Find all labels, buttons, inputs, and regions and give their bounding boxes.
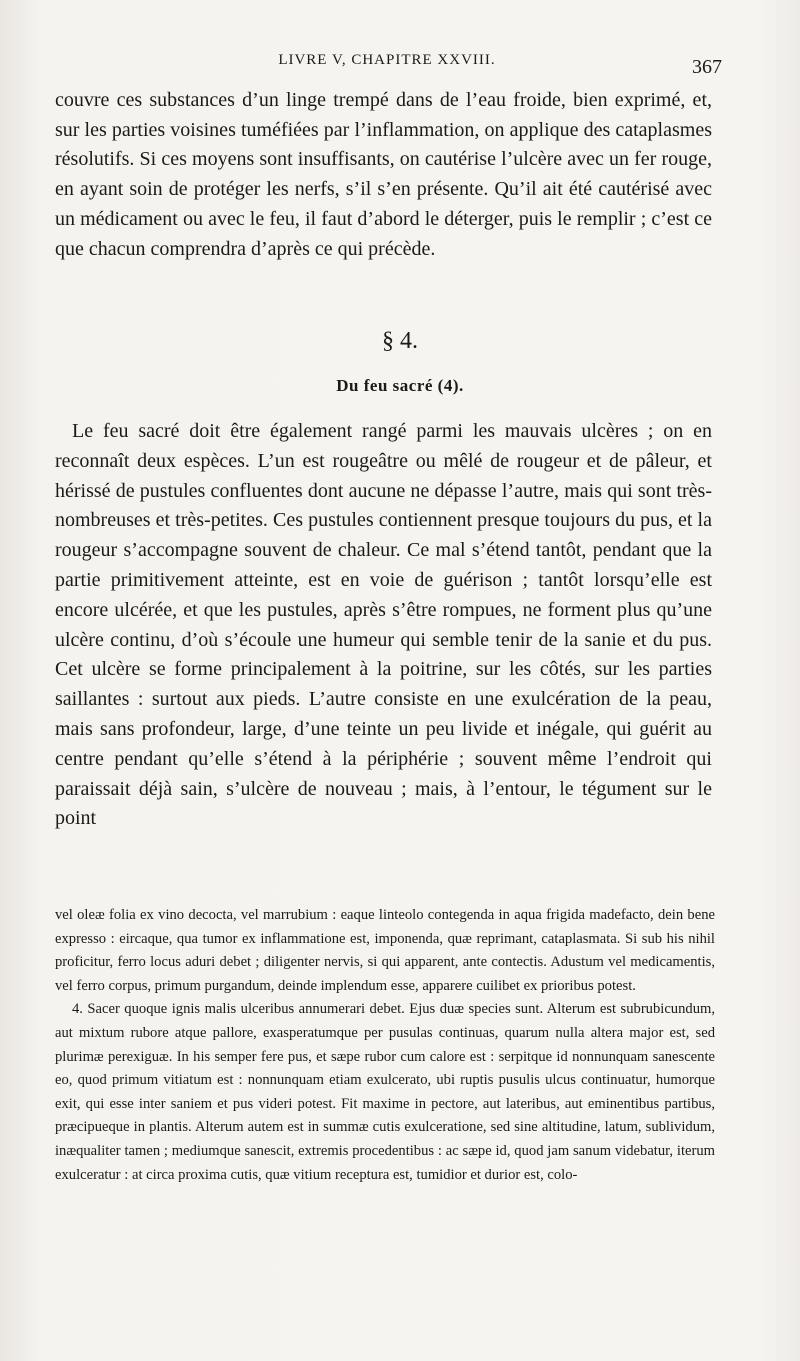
footnote-continued: vel oleæ folia ex vino decocta, vel marrubium : eaque linteolo contegenda in aqua frigida madefacto, dein bene expresso : eircaque, qua tumor ex inflammatione est, imponenda, quæ reprimant, cataplasmata. Si sub his nihil proficitur, ferro locus aduri debet ; diligenter nervis, si qui apparent, ante contectis. Adustum vel medicamentis, vel ferro corpus, primum purgandum, deinde implendum esse, apparere cuilibet ex prioribus potest. [55, 907, 715, 994]
section-title: Du feu sacré (4). [336, 376, 464, 395]
body-paragraph-1: couvre ces substances d’un linge trempé dans de l’eau froide, bien exprimé, et, sur les parties voisines tuméfiées par l’inflammation, on applique des cataplasmes résolutifs. Si ces moyens sont insuffisants, on cautérise l’ulcère avec un fer rouge, en ayant soin de protéger les nerfs, s’il s’en présente. Qu’il ait été cautérisé avec un médicament ou avec le feu, il faut d’abord le déterger, puis le remplir ; c’est ce que chacun comprendra d’après ce qui précède. [55, 89, 712, 260]
footnote-4: 4. Sacer quoque ignis malis ulceribus annumerari debet. Ejus duæ species sunt. Alterum est subrubicundum, aut mixtum rubore atque pallore, exasperatumque per pusulas continuas, quarum nulla altera major est, sed plurimæ perexiguæ. In his semper fere pus, et sæpe rubor cum calore est : serpitque id nonnunquam sanescente eo, quod primum vitiatum est : nonnunquam etiam exulcerato, ubi ruptis pusulis ulcus continuatur, humorque exit, qui esse inter saniem et pus videri potest. Fit maxime in pectore, aut lateribus, aut eminentibus partibus, præcipueque in plantis. Alterum autem est in summæ cutis exulceratione, sed sine altitudine, latum, sublividum, inæqualiter tamen ; mediumque sanescit, extremis procedentibus : ac sæpe id, quod jam sanum videbatur, iterum exulceratur : at circa proxima cutis, quæ vitium receptura est, tumidior et durior est, colo- [55, 1001, 715, 1183]
body-paragraph-2: Le feu sacré doit être également rangé parmi les mauvais ulcères ; on en reconnaît deux espèces. L’un est rougeâtre ou mêlé de rougeur et de pâleur, et hérissé de pustules confluentes dont aucune ne dépasse l’autre, mais qui sont très-nombreuses et très-petites. Ces pustules contiennent presque toujours du pus, et la rougeur s’accompagne souvent de chaleur. Ce mal s’étend tantôt, pendant que la partie primitivement atteinte, est en voie de guérison ; tantôt lorsqu’elle est encore ulcérée, et que les pustules, après s’être rompues, ne forment plus qu’une ulcère continu, d’où s’écoule une humeur qui semble tenir de la sanie et du pus. Cet ulcère se forme principalement à la poitrine, sur les côtés, sur les parties saillantes : surtout aux pieds. L’autre consiste en une exulcération de la peau, mais sans profondeur, large, d’une teinte un peu livide et inégale, qui guérit au centre pendant qu’elle s’étend à la périphérie ; souvent même l’endroit qui paraissait déjà sain, s’ulcère de nouveau ; mais, à l’entour, le tégument sur le point [55, 420, 712, 830]
running-head: LIVRE V, CHAPITRE XXVIII. [278, 52, 496, 68]
page-number: 367 [692, 56, 722, 78]
section-mark: § 4. [382, 328, 418, 354]
footnotes [55, 904, 715, 1187]
page-header [52, 50, 722, 78]
